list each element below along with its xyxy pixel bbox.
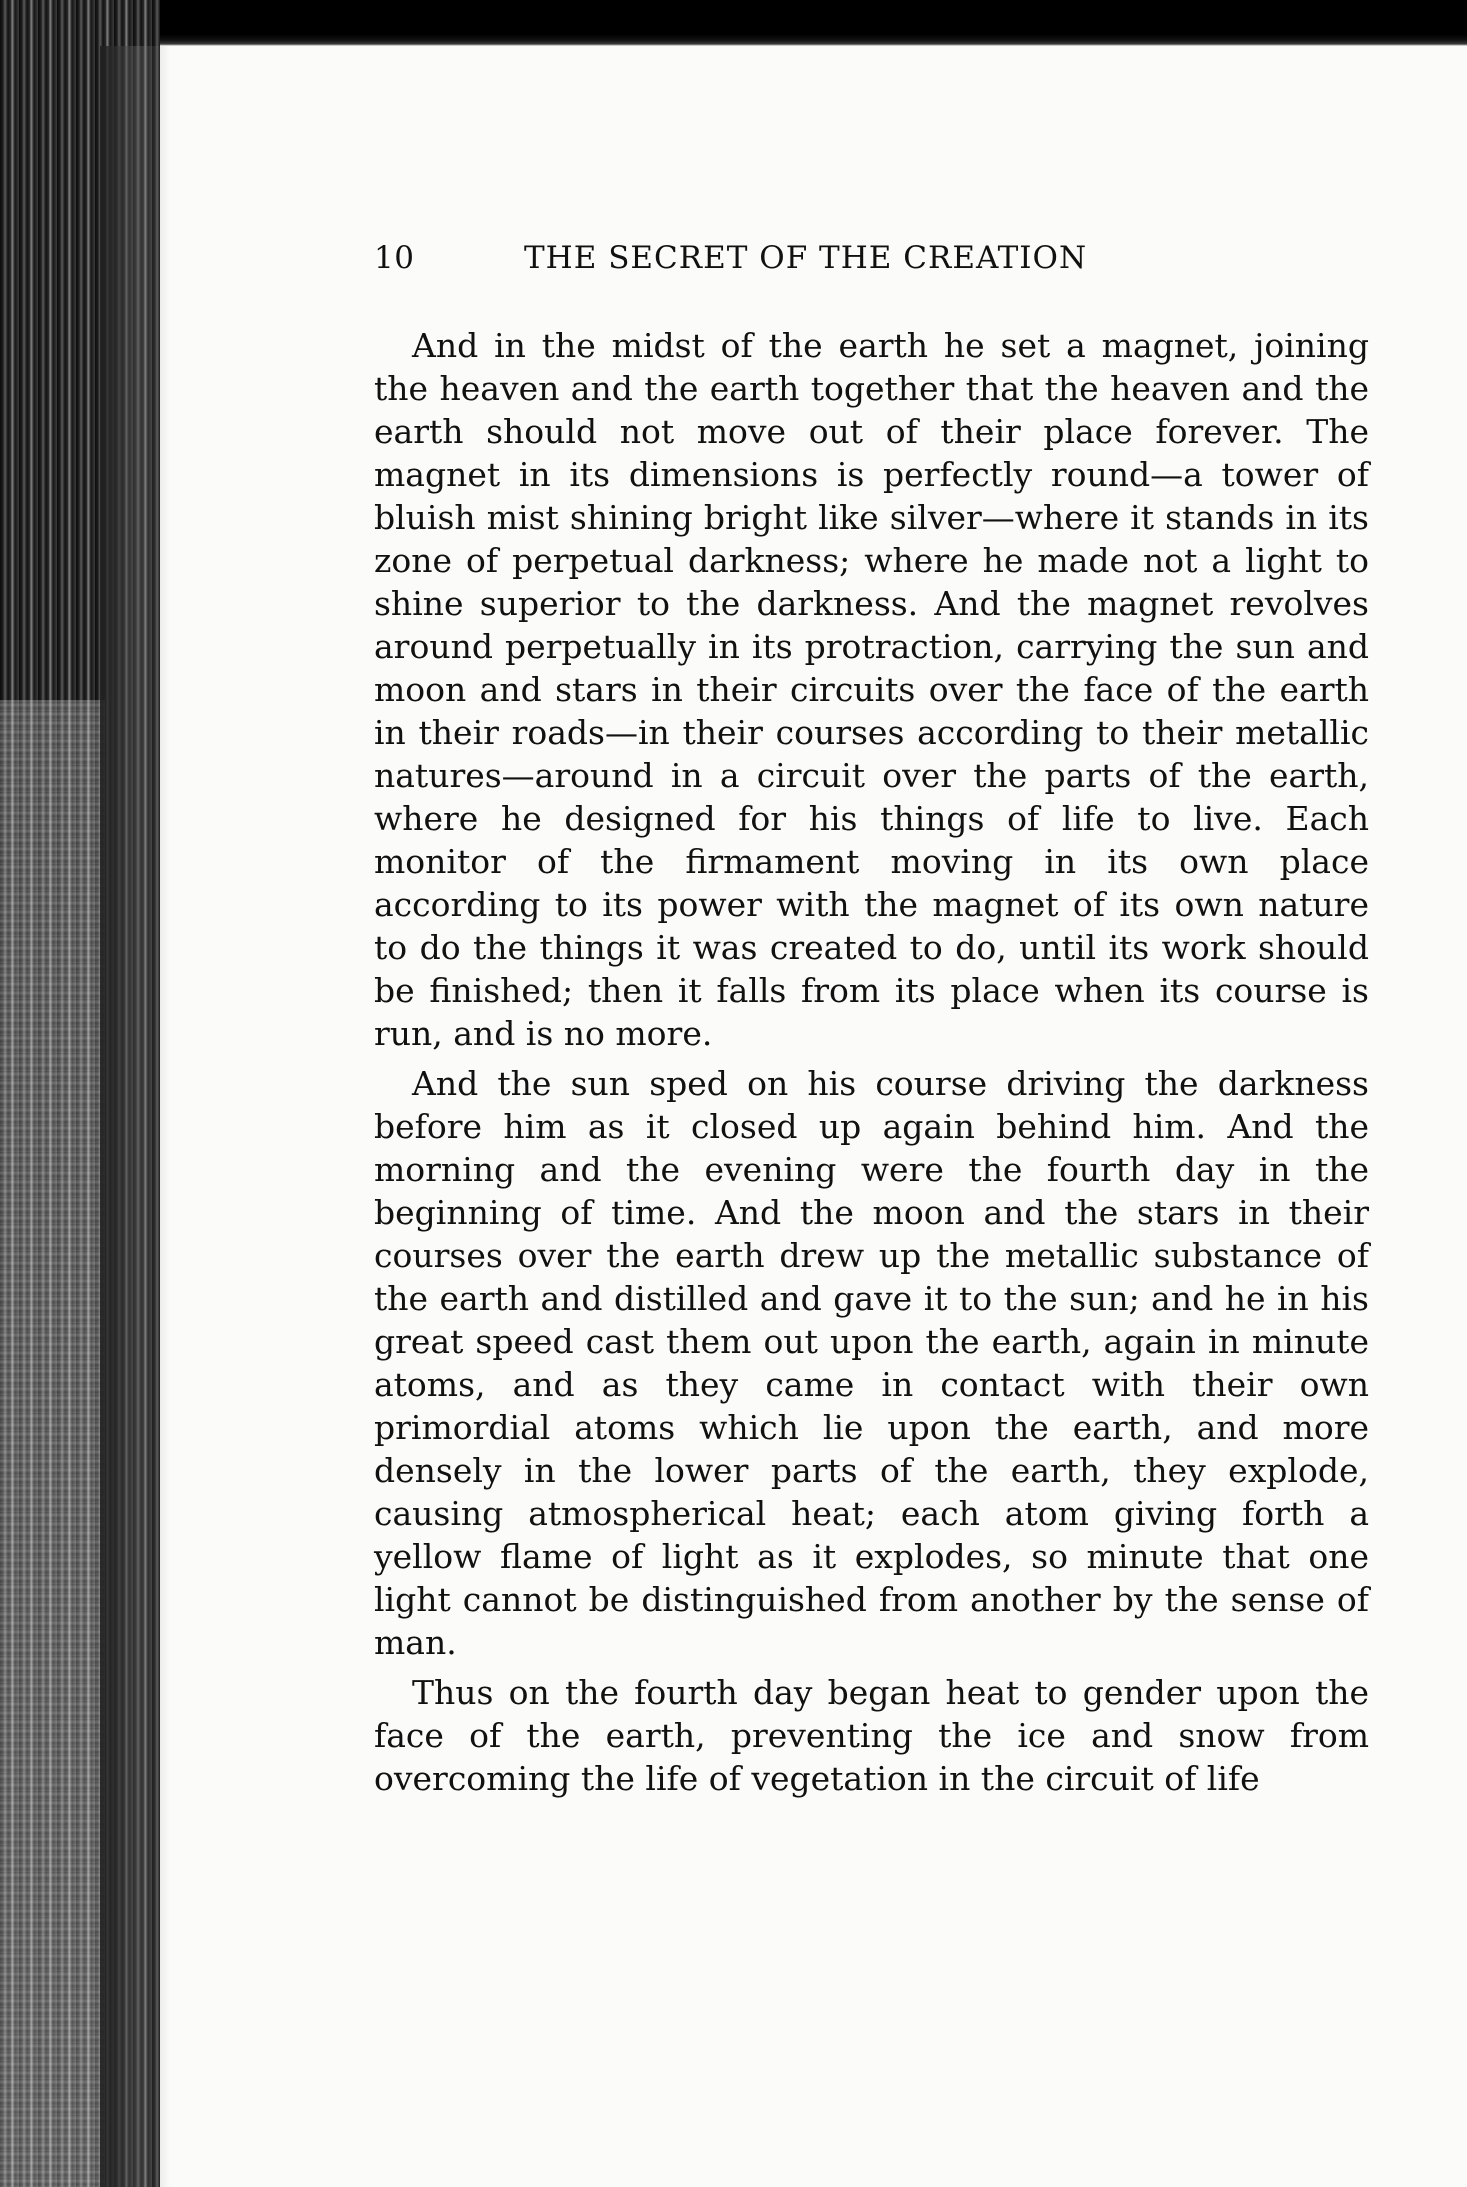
page-number: 10	[374, 240, 415, 276]
running-head	[374, 240, 1369, 290]
spine-texture	[0, 700, 105, 2187]
page-top-edge	[0, 0, 1467, 46]
paragraph: And in the midst of the earth he set a magnet, joining the heaven and the earth together that the heaven and the earth should not move out of their place forever. The magnet in its dimensions is perfectly round—a tower of bluish mist shining bright like silver—where it stands in its zone of perpetual darkness; where he made not a light to shine superior to the darkness. And the magnet revolves around perpetually in its protraction, carrying the sun and moon and stars in their circuits over the face of the earth in their roads—in their courses according to their metallic natures—around in a circuit over the parts of the earth, where he designed for his things of life to live. Each monitor of the firmament moving in its own place according to its power with the magnet of its own nature to do the things it was created to do, until its work should be finished; then it falls from its place when its course is run, and is no more.	[374, 326, 1369, 1053]
paragraph: And the sun sped on his course driving the darkness before him as it closed up again behind him. And the morning and the evening were the fourth day in the beginning of time. And the moon and the stars in their courses over the earth drew up the metallic substance of the earth and distilled and gave it to the sun; and he in his great speed cast them out upon the earth, again in minute atoms, and as they came in contact with their own primordial atoms which lie upon the earth, and more densely in the lower parts of the earth, they explode, causing atmospherical heat; each atom giving forth a yellow flame of light as it explodes, so minute that one light cannot be distinguished from another by the sense of man.	[374, 1064, 1369, 1662]
gutter-shadow	[100, 46, 170, 2187]
paragraph: Thus on the fourth day began heat to gender upon the face of the earth, preventing the ice and snow from overcoming the life of vegetation in the circuit of life	[374, 1673, 1369, 1798]
body-text	[374, 324, 1369, 1800]
running-title: THE SECRET OF THE CREATION	[524, 240, 1088, 276]
page-content	[374, 240, 1369, 1807]
